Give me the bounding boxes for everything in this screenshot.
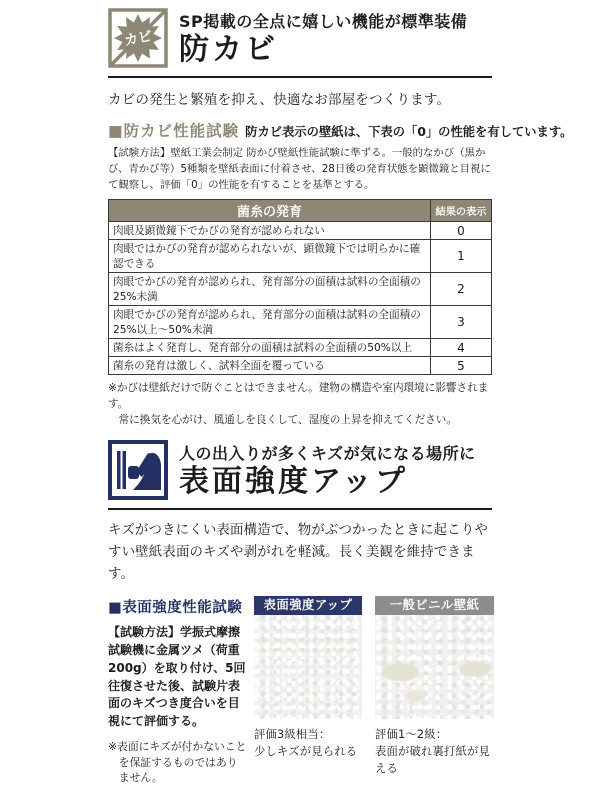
caption-detail: 少しキズが見られる — [254, 745, 358, 759]
panel-header-vinyl: 一般ビニル壁紙 — [375, 596, 494, 615]
table-row — [109, 273, 492, 306]
strength-test-area — [108, 596, 492, 785]
mold-lead: カビの発生と繁殖を抑え、快適なお部屋をつくります。 — [108, 92, 451, 108]
mold-section — [108, 8, 573, 429]
panel-caption-strength — [254, 727, 362, 761]
strength-test-note: ※表面にキズが付かないことを保証するものではありません。 — [108, 739, 247, 785]
table-row — [109, 357, 492, 375]
table-header-row — [109, 200, 492, 222]
mold-footnote-line2: 常に換気を心がけ、風通しを良くして、湿度の上昇を抑えてください。 — [118, 414, 457, 427]
row-value: 2 — [431, 273, 492, 306]
table-row — [109, 339, 492, 357]
row-label: 肉眼及顕微鏡下でかびの発育が認められない — [109, 222, 431, 240]
row-value: 1 — [431, 240, 492, 273]
mold-header — [108, 8, 492, 68]
row-label: 肉眼でかびの発育が認められ、発育部分の面積は試料の全面積の25%以上～50%未満 — [109, 306, 431, 339]
table-row — [109, 222, 492, 240]
col-header-growth: 菌糸の発育 — [109, 200, 431, 222]
mold-title: 防カビ — [179, 32, 278, 67]
mold-tagline: SP掲載の全点に嬉しい機能が標準装備 — [179, 12, 468, 31]
mold-test-intro: 防カビ表示の壁紙は、下表の「0」の性能を有しています。 — [245, 125, 573, 139]
mold-test-method: 【試験方法】壁紙工業会制定 防かび壁紙性能試験に準ずる。一般的なかび（黒かび、青かび等）5種類を壁紙表面に付着させ、28日後の発育状態を顕微鏡と目視にて観察し、評価「0」の性能を有することを基準とする。 — [108, 147, 491, 192]
comparison-panel-strength — [254, 596, 362, 761]
strength-header — [108, 440, 492, 500]
mold-titles — [179, 8, 467, 68]
col-header-result: 結果の表示 — [431, 200, 492, 222]
no-mold-icon-label: カビ — [122, 28, 154, 50]
strength-test-heading: ■表面強度性能試験 — [108, 600, 243, 617]
comparison-panel-vinyl — [375, 596, 494, 778]
strength-test-column — [108, 596, 248, 785]
strength-title: 表面強度アップ — [179, 464, 408, 500]
row-value: 4 — [431, 339, 492, 357]
strength-lead: キズがつきにくい表面構造で、物がぶつかったときに起こりやすい壁紙表面のキズや剥がれを軽減。長く美観を維持できます。 — [108, 523, 488, 583]
mold-test-heading-row — [108, 119, 573, 141]
row-value: 3 — [431, 306, 492, 339]
table-row — [109, 240, 492, 273]
mold-footnote — [108, 381, 492, 429]
mold-test-heading: ■防カビ性能試験 — [108, 122, 240, 140]
strength-test-method: 【試験方法】学振式摩擦試験機に金属ツメ（荷重200g）を取り付け、5回往復させた後、試験片表面のキズつき度合いを目視にて評価する。 — [108, 625, 246, 729]
caption-grade: 評価1～2級： — [375, 728, 448, 742]
strength-tagline: 人の出入りが多くキズが気になる場所に — [179, 444, 476, 464]
no-mold-icon — [108, 8, 168, 68]
strength-section — [108, 440, 492, 786]
mold-rating-table — [108, 199, 492, 375]
divider — [108, 508, 492, 510]
wallpaper-sample-image-vinyl — [375, 615, 494, 719]
strength-titles — [179, 440, 476, 500]
panel-caption-vinyl — [375, 727, 494, 778]
mold-footnote-line1: ※かびは壁紙だけで防ぐことはできません。建物の構造や室内環境に影響されます。 — [108, 382, 489, 411]
row-value: 0 — [431, 222, 492, 240]
flex-arm-icon — [108, 440, 168, 500]
row-label: 肉眼でかびの発育が認められ、発育部分の面積は試料の全面積の25%未満 — [109, 273, 431, 306]
caption-detail: 表面が破れ裏打紙が見える — [375, 745, 490, 776]
table-row — [109, 306, 492, 339]
row-label: 菌糸はよく発育し、発育部分の面積は試料の全面積の50%以上 — [109, 339, 431, 357]
row-label: 肉眼ではかびの発育が認められないが、顕微鏡下では明らかに確認できる — [109, 240, 431, 273]
caption-grade: 評価3級相当： — [254, 728, 331, 742]
divider — [108, 76, 492, 78]
wallpaper-sample-image-strength — [254, 615, 362, 719]
row-label: 菌糸の発育は激しく、試料全面を覆っている — [109, 357, 431, 375]
row-value: 5 — [431, 357, 492, 375]
panel-header-strength: 表面強度アップ — [254, 596, 362, 615]
